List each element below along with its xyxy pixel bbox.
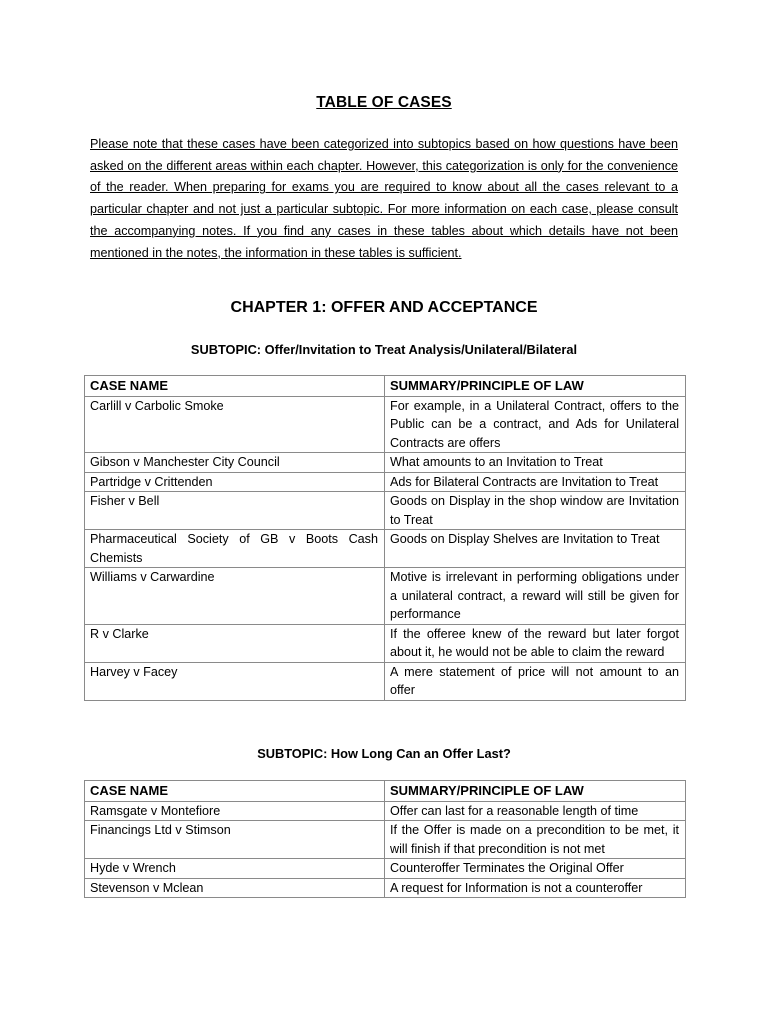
summary-cell: Offer can last for a reasonable length of time [385, 801, 686, 821]
cases-table [84, 375, 686, 701]
case-name-cell: Carlill v Carbolic Smoke [85, 396, 385, 453]
case-name-cell: Stevenson v Mclean [85, 878, 385, 898]
chapter-title: CHAPTER 1: OFFER AND ACCEPTANCE [230, 299, 538, 316]
table-row [85, 801, 686, 821]
summary-cell: Goods on Display in the shop window are Invitation to Treat [385, 492, 686, 530]
summary-cell: Goods on Display Shelves are Invitation to Treat [385, 530, 686, 568]
cases-table [84, 780, 686, 898]
intro-note: Please note that these cases have been categorized into subtopics based on how questions have been asked on the different areas within each chapter. However, this categorization is only for the convenience of the reader. When preparing for exams you are required to know about all the cases relevant to a particular chapter and not just a particular subtopic. For more information on each case, please consult the accompanying notes. If you find any cases in these tables about which details have not been mentioned in the notes, the information in these tables is sufficient. [90, 137, 678, 260]
case-name-header: CASE NAME [85, 376, 385, 397]
case-name-cell: Ramsgate v Montefiore [85, 801, 385, 821]
summary-header: SUMMARY/PRINCIPLE OF LAW [385, 781, 686, 802]
table-row [85, 568, 686, 625]
table-row [85, 472, 686, 492]
summary-cell: What amounts to an Invitation to Treat [385, 453, 686, 473]
subtopic-heading: SUBTOPIC: Offer/Invitation to Treat Analysis/Unilateral/Bilateral [190, 342, 578, 357]
summary-cell: If the Offer is made on a precondition to be met, it will finish if that precondition is not met [385, 821, 686, 859]
table-row [85, 878, 686, 898]
table-header-row [85, 781, 686, 802]
case-name-cell: Pharmaceutical Society of GB v Boots Cash Chemists [85, 530, 385, 568]
case-name-cell: Hyde v Wrench [85, 859, 385, 879]
summary-cell: A request for Information is not a counteroffer [385, 878, 686, 898]
table-row [85, 453, 686, 473]
table-row [85, 859, 686, 879]
table-header-row [85, 376, 686, 397]
page-title: TABLE OF CASES [316, 94, 452, 111]
summary-cell: Counteroffer Terminates the Original Offer [385, 859, 686, 879]
case-name-cell: Financings Ltd v Stimson [85, 821, 385, 859]
summary-cell: Motive is irrelevant in performing obligations under a unilateral contract, a reward will still be given for performance [385, 568, 686, 625]
case-name-cell: Partridge v Crittenden [85, 472, 385, 492]
case-name-cell: R v Clarke [85, 624, 385, 662]
case-name-cell: Gibson v Manchester City Council [85, 453, 385, 473]
table-row [85, 396, 686, 453]
case-name-cell: Harvey v Facey [85, 662, 385, 700]
table-row [85, 821, 686, 859]
case-name-cell: Williams v Carwardine [85, 568, 385, 625]
table-row [85, 662, 686, 700]
subtopic-heading: SUBTOPIC: How Long Can an Offer Last? [257, 746, 511, 761]
summary-header: SUMMARY/PRINCIPLE OF LAW [385, 376, 686, 397]
table-row [85, 492, 686, 530]
summary-cell: For example, in a Unilateral Contract, offers to the Public can be a contract, and Ads for Unilateral Contracts are offers [385, 396, 686, 453]
case-name-cell: Fisher v Bell [85, 492, 385, 530]
summary-cell: A mere statement of price will not amount to an offer [385, 662, 686, 700]
summary-cell: If the offeree knew of the reward but later forgot about it, he would not be able to claim the reward [385, 624, 686, 662]
case-name-header: CASE NAME [85, 781, 385, 802]
summary-cell: Ads for Bilateral Contracts are Invitation to Treat [385, 472, 686, 492]
table-row [85, 530, 686, 568]
table-row [85, 624, 686, 662]
